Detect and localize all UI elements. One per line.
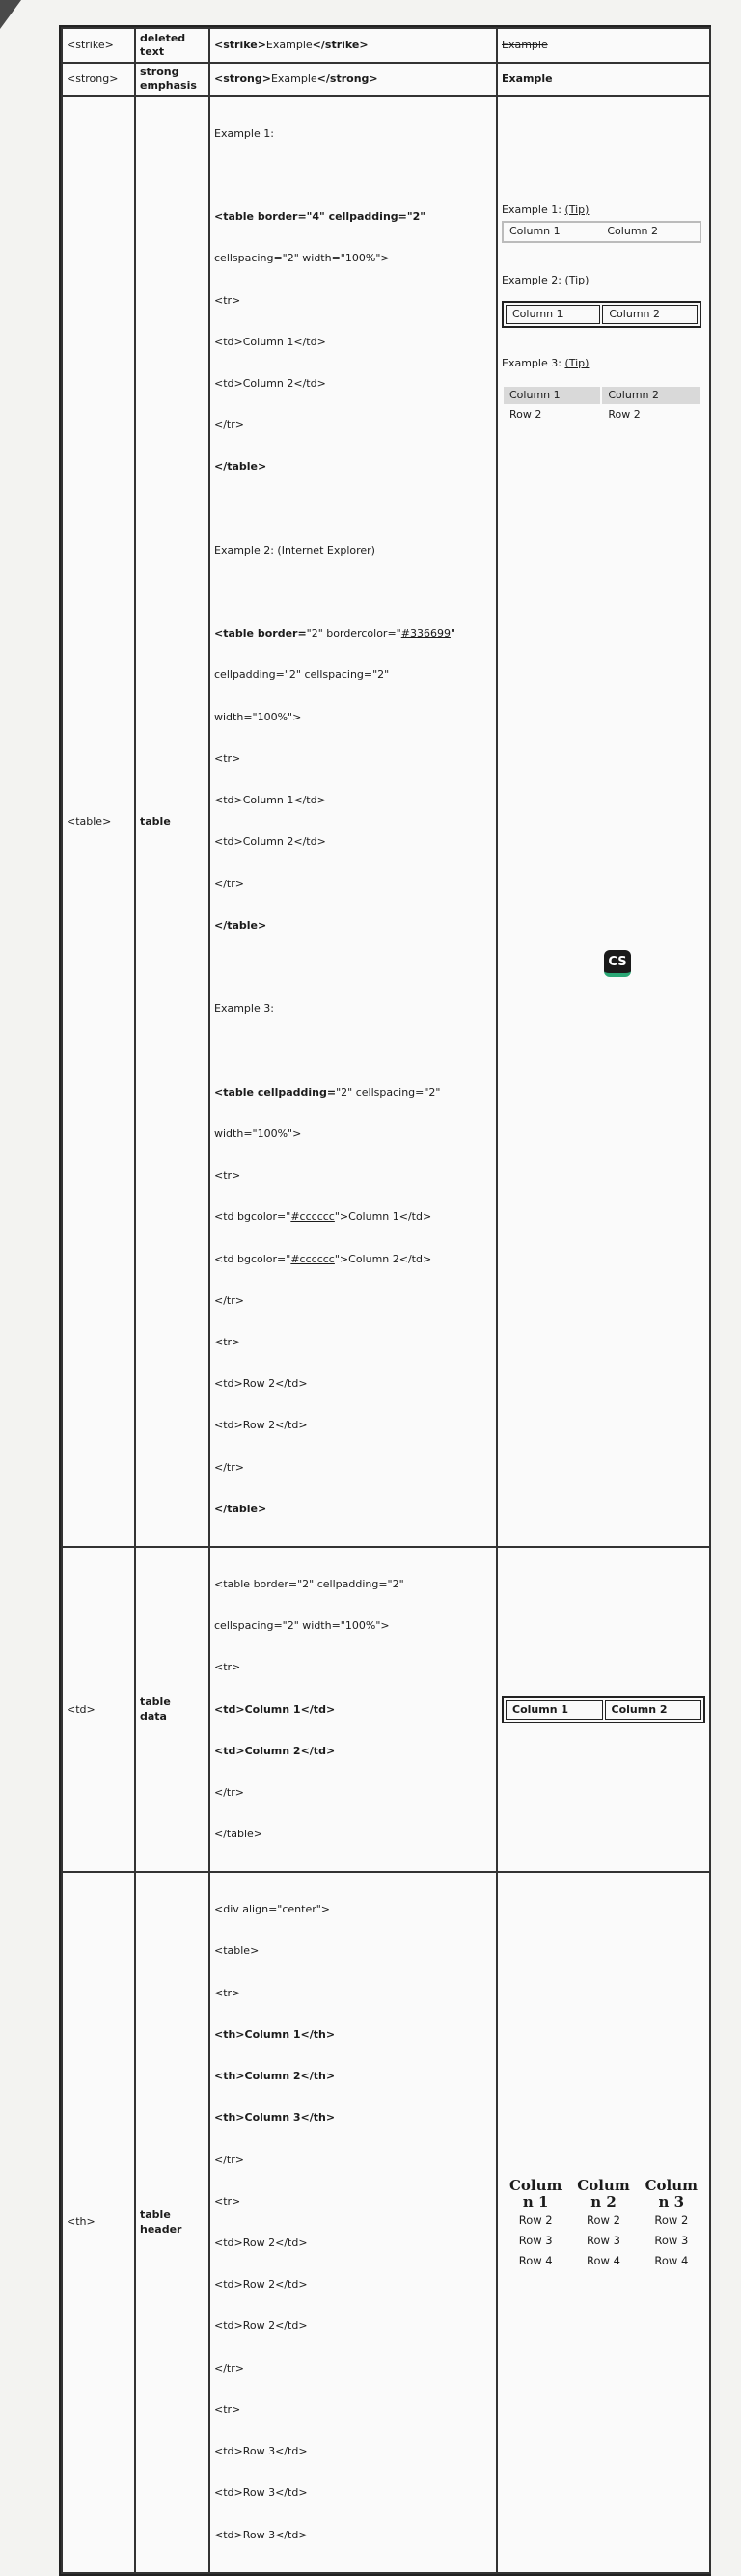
example-label: Example 1: xyxy=(214,126,274,140)
code-line: </table> xyxy=(214,918,267,932)
code-line: <th>Column 3</th> xyxy=(214,2111,336,2125)
code-line: cellpadding="2" cellspacing="2" xyxy=(214,668,390,682)
td-example-table xyxy=(502,1696,705,1723)
table-cell: Row 3 xyxy=(518,2234,553,2248)
table-cell: Column 1 xyxy=(509,225,561,238)
code-line: <table border="4" cellpadding="2" xyxy=(214,210,425,224)
code-line: <tr> xyxy=(214,751,241,765)
code-text: </strong> xyxy=(316,72,378,86)
table-cell: Row 2 xyxy=(587,2213,620,2228)
description-text: table xyxy=(140,2209,171,2222)
code-line: <td>Row 2</td> xyxy=(214,1419,308,1432)
camscanner-logo: CS xyxy=(604,950,631,977)
description-text: deleted text xyxy=(140,31,186,58)
tag-cell xyxy=(62,1547,135,1872)
code-line: <th>Column 1</th> xyxy=(214,2027,336,2041)
code-line: <tr> xyxy=(214,2194,241,2208)
code-line: </tr> xyxy=(214,1293,244,1307)
example-label: Example 2: (Internet Explorer) xyxy=(214,543,375,556)
tag-name: <td> xyxy=(67,1702,96,1716)
table-cell: Row 4 xyxy=(587,2254,620,2268)
table-cell: Column 2 xyxy=(607,225,658,238)
description-cell xyxy=(135,28,209,63)
tag-name: <strong> xyxy=(67,72,119,86)
description-text: strong xyxy=(140,66,179,78)
tag-cell xyxy=(62,63,135,96)
output-cell xyxy=(497,1547,710,1872)
output-cell xyxy=(497,63,710,96)
example-label: Example 1: xyxy=(502,203,562,216)
code-line: <table border="2" bordercolor="#336699" xyxy=(214,627,456,640)
reference-grid xyxy=(61,27,711,2574)
output-cell xyxy=(497,96,710,1547)
html-tag-reference-table xyxy=(59,25,711,2576)
example-2-table xyxy=(502,301,701,328)
table-cell: Row 2 xyxy=(509,408,542,421)
code-line: width="100%"> xyxy=(214,710,302,723)
tip-link[interactable]: (Tip) xyxy=(564,203,590,216)
code-line: <td>Row 3</td> xyxy=(214,2486,308,2500)
code-text: <strike> xyxy=(214,38,266,51)
th-example-table xyxy=(502,2178,705,2271)
table-row-td xyxy=(62,1547,710,1872)
description-text: emphasis xyxy=(140,79,197,93)
code-line: <td bgcolor="#cccccc">Column 2</td> xyxy=(214,1252,432,1265)
code-line: </tr> xyxy=(214,1460,244,1474)
code-cell xyxy=(209,1872,497,2572)
output-cell xyxy=(497,28,710,63)
code-line: <td bgcolor="#cccccc">Column 1</td> xyxy=(214,1210,432,1224)
table-cell: Row 3 xyxy=(587,2234,620,2248)
code-cell xyxy=(209,63,497,96)
code-line: <td>Row 2</td> xyxy=(214,2319,308,2333)
table-cell: Row 2 xyxy=(608,408,641,421)
tip-link[interactable]: (Tip) xyxy=(564,357,590,370)
table-cell: Column 1 xyxy=(506,1700,603,1720)
code-line: <table> xyxy=(214,1944,260,1958)
code-line: <table border="2" cellpadding="2" xyxy=(214,1577,404,1590)
example-3-output xyxy=(502,357,705,370)
code-line: <td>Column 2</td> xyxy=(214,376,326,390)
code-line: </tr> xyxy=(214,2361,244,2374)
code-line: </tr> xyxy=(214,877,244,890)
code-line: <td>Column 1</td> xyxy=(214,1702,336,1716)
code-line: <tr> xyxy=(214,1661,241,1674)
example-3-table xyxy=(502,385,701,426)
code-line: <tr> xyxy=(214,293,241,307)
output-text: Example xyxy=(502,38,548,51)
description-cell xyxy=(135,96,209,1547)
tag-cell xyxy=(62,28,135,63)
code-line: </table> xyxy=(214,1828,262,1841)
table-cell: Column 2 xyxy=(602,305,697,324)
code-line: <tr> xyxy=(214,1986,241,1999)
code-line: <tr> xyxy=(214,1169,241,1182)
table-header-cell: Colum n 1 xyxy=(508,2177,563,2211)
tag-cell xyxy=(62,96,135,1547)
table-cell: Column 2 xyxy=(605,1700,702,1720)
table-cell: Row 3 xyxy=(654,2234,689,2248)
description-text: table xyxy=(140,1695,171,1709)
code-line: <table cellpadding="2" cellspacing="2" xyxy=(214,1085,441,1098)
page-corner-fold xyxy=(0,0,21,29)
description-cell xyxy=(135,1547,209,1872)
table-cell: Column 2 xyxy=(602,387,699,404)
code-line: width="100%"> xyxy=(214,1126,302,1140)
description-text: header xyxy=(140,2222,182,2236)
code-line: <tr> xyxy=(214,1335,241,1348)
output-cell xyxy=(497,1872,710,2572)
table-cell: Column 1 xyxy=(504,387,600,404)
code-text: <strong> xyxy=(214,72,271,86)
table-cell: Row 2 xyxy=(654,2213,689,2228)
code-line: </table> xyxy=(214,1502,267,1515)
code-line: <td>Row 2</td> xyxy=(214,2278,308,2291)
table-cell: Row 4 xyxy=(518,2254,553,2268)
description-cell xyxy=(135,1872,209,2572)
example-2-output xyxy=(502,274,705,287)
output-text: Example xyxy=(502,72,553,86)
code-line: cellspacing="2" width="100%"> xyxy=(214,252,390,265)
code-line: </tr> xyxy=(214,1785,244,1799)
table-cell: Column 1 xyxy=(506,305,600,324)
code-cell xyxy=(209,1547,497,1872)
code-line: </tr> xyxy=(214,2153,244,2166)
code-cell xyxy=(209,28,497,63)
table-row-strong xyxy=(62,63,710,96)
code-line: </table> xyxy=(214,460,267,474)
table-header-cell: Colum n 3 xyxy=(645,2177,699,2211)
code-line: <td>Column 1</td> xyxy=(214,794,326,807)
table-row-strike xyxy=(62,28,710,63)
code-line: <td>Row 2</td> xyxy=(214,1377,308,1391)
code-line: <td>Row 2</td> xyxy=(214,2236,308,2249)
table-header-cell: Colum n 2 xyxy=(577,2177,630,2211)
code-line: <td>Row 3</td> xyxy=(214,2445,308,2458)
code-line: <td>Column 2</td> xyxy=(214,835,326,849)
tag-cell xyxy=(62,1872,135,2572)
code-line: </tr> xyxy=(214,419,244,432)
code-text: </strike> xyxy=(312,38,369,51)
example-label: Example 3: xyxy=(214,1002,274,1016)
code-line: <td>Column 2</td> xyxy=(214,1744,336,1757)
code-line: cellspacing="2" width="100%"> xyxy=(214,1619,390,1633)
table-cell: Row 2 xyxy=(518,2213,553,2228)
code-line: <tr> xyxy=(214,2402,241,2416)
table-row-th xyxy=(62,1872,710,2572)
tip-link[interactable]: (Tip) xyxy=(564,273,590,286)
tag-name: <th> xyxy=(67,2215,96,2229)
code-line: <td>Column 1</td> xyxy=(214,335,326,348)
code-cell xyxy=(209,96,497,1547)
description-text: table xyxy=(140,814,171,827)
tag-name: <table> xyxy=(67,814,112,827)
tag-name: <strike> xyxy=(67,38,114,51)
code-line: <div align="center"> xyxy=(214,1903,331,1916)
code-line: <th>Column 2</th> xyxy=(214,2070,336,2083)
code-text: Example xyxy=(265,38,313,51)
description-cell xyxy=(135,63,209,96)
example-1-output xyxy=(502,203,705,217)
code-text: Example xyxy=(270,72,317,86)
example-1-table xyxy=(502,221,701,242)
table-cell: Row 4 xyxy=(654,2254,689,2268)
example-label: Example 2: xyxy=(502,273,562,286)
description-text: data xyxy=(140,1709,167,1722)
example-label: Example 3: xyxy=(502,357,562,370)
code-line: <td>Row 3</td> xyxy=(214,2528,308,2541)
table-row-table xyxy=(62,96,710,1547)
